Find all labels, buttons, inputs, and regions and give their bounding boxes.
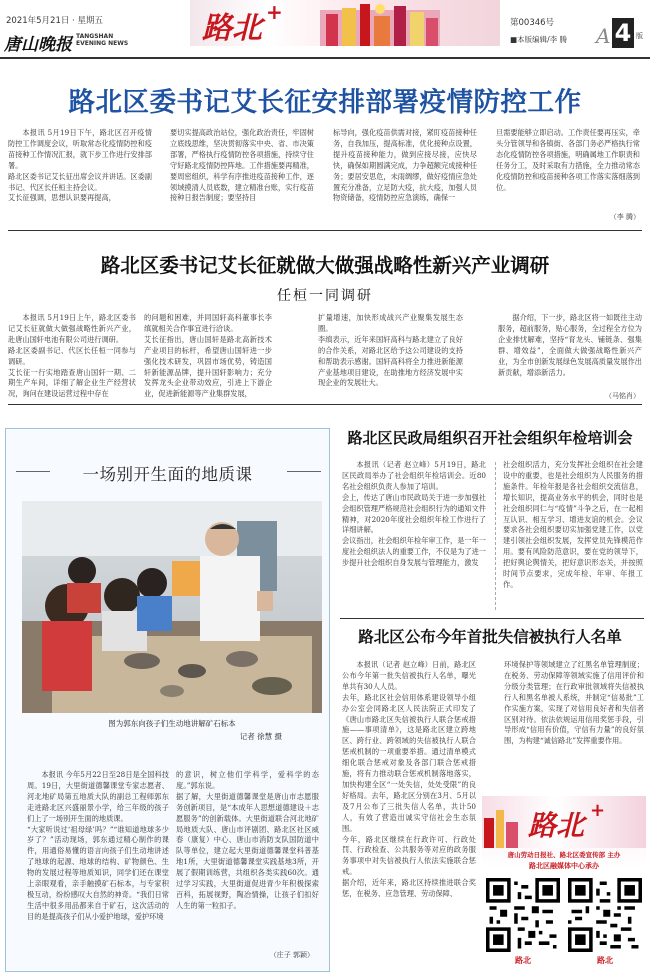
article1-divider xyxy=(8,230,642,231)
promo-logo: 路北 xyxy=(528,809,585,842)
article4-col1: 本报讯（记者 赵立峰）5月19日，路北区民政局举办了社会组织年检培训会。近80名社会组织负责人参加了培训。 会上，传达了唐山市民政局关于进一步加强社会组织管理严格规范社会组织行为的通知文件精神，对2020年度社会组织年检工作进行了详细讲解。 会议指出，社会组织年检年审工作，是一年一度社会组织法人的重要工作，不仅是为了进一步提升社会组织自身发展与管理能力，激发 xyxy=(342,460,486,568)
page-letter: A xyxy=(596,24,611,48)
promo-skyline-illustration xyxy=(482,806,522,848)
geology-class-photo xyxy=(22,501,322,713)
article1-col2: 要切实提高政治站位，强化政治责任，牢固树立底线思维，坚决贯彻落实中央、省、市决策部署，严格执行疫情防控各项措施，持续守住守好路北疫情防控阵地。工作措施要再精准，要周密组织，科学有序推进疫苗接种工作，逐领域摸清人员底数，建立精准台账，实行疫苗接种日报告制度；要坚持目 xyxy=(170,128,314,203)
article2-col2: 的问题和困难，并同国轩高科董事长李缜就相关合作事宜进行洽谈。 艾长征指出，唐山国轩是路北高新技术产业项目的标杆，希望唐山国轩进一步强化技术研发，巩固市场优势，铸造国轩新能源品牌，提升国轩影响力；充分发挥龙头企业带动效应，引进上下游企业，促进新能源等产业集群发展， xyxy=(144,313,272,399)
masthead-divider xyxy=(0,57,650,59)
article1-headline: 路北区委书记艾长征安排部署疫情防控工作 xyxy=(68,87,582,118)
article5-headline: 路北区公布今年首批失信被执行人名单 xyxy=(358,628,622,646)
article1-col1: 本报讯 5月19日下午，路北区召开疫情防控工作调度会议，听取常态化疫情防控和疫苗接种工作情况汇报，就下步工作进行安排部署。 路北区委书记艾长征出席会议并讲话。区委副书记、代区长任桓主持会议。 艾长征强调，思想认识要再提高， xyxy=(8,128,152,203)
column-logo-plus: + xyxy=(266,0,283,24)
article1-signature: （李 腾） xyxy=(609,213,640,221)
article3-col2: 的意识，树立他们学科学，爱科学的态度。”郭东说。 据了解，大里街道德馨课堂是唐山市志愿服务创新项目，是“本成年人思想道德建设＋志愿服务”的创新载体。大里街道联合河北地矿局地质大队、唐山市评剧团、路北区社区威春（康复）中心、唐山市消防支队国防道中队等单位，建立起大里街道德馨课堂科普基地1所，大里街道德馨课堂实践基地3所，开展了假期训练营，共组织各类实践60次。通过学习实践，大里街道促进青少年积极探索百科，拓展视野，陶冶情操，让孩子们扣好人生的第一粒扣子。 xyxy=(176,770,319,910)
article2-col4: 据介绍，下一步，路北区将一如既往主动服务，超前服务，贴心服务，全过程全方位为企业排忧解难，坚持“育龙头、铺链条、强集群、增效益”，全面做大做强战略性新兴产业，为全市创新发展绿色发展高质量发展作出新贡献，增添新活力。 xyxy=(498,313,642,377)
paper-name-cn: 唐山晚报 xyxy=(4,35,72,55)
article4-col2: 社会组织活力，充分发挥社会组织在社会建设中的重要，也是社会组织为人民服务的措施条件。年检年报是各社会组织交流信息，增长知识，提高业务水平的机会，同时也是社会组织同仁与“疫情”斗争之后，在一起相互认识、相互学习、增进友谊的机会。会议要求各社会组织要切实加强党建工作，以党建引领社会组织发展，发挥党员先锋模范作用。要有风险防范意识，要在党的领导下，把好舆论舆情关，把好意识形态关，并按照时间节点要求，完成年检、年审、年报工作。 xyxy=(503,460,643,589)
article3-headline-rule-right xyxy=(287,471,321,472)
promo-organizer-line: 路北区融媒体中心承办 xyxy=(529,862,599,870)
article5-col2: 环境保护等领域建立了红黑名单管理制度；在税务、劳动保障等领域实施了信用评价和分级分类管理；在行政审批领域将失信被执行人和黑名单被人系统，并制定“信易批”工作实施方案，实现了对信用良好者和失信者区别对待。依法依规运用信用奖惩手段，引导形成“信用有价值，守信有力量”的良好氛围，为构建“诚信路北”发挥重要作用。 xyxy=(504,660,644,746)
masthead xyxy=(0,0,650,60)
date-label: 2021年5月21日 · 星期五 xyxy=(6,16,103,26)
article3-headline: 一场别开生面的地质课 xyxy=(82,465,253,484)
article4-column-rule xyxy=(495,462,496,610)
promo-ad xyxy=(482,796,646,974)
qr-label-left: 路北 xyxy=(515,956,531,965)
promo-ad-banner xyxy=(482,796,646,848)
column-logo: 路北 xyxy=(202,11,262,46)
paper-name-en: TANGSHAN EVENING NEWS xyxy=(76,33,129,47)
article2-col1: 本报讯 5月19日上午，路北区委书记艾长征就做大做强战略性新兴产业，赴唐山国轩电池有限公司进行调研。 路北区委副书记、代区长任桓一同参与调研。 艾长征一行实地踏查唐山国轩一期、二期生产车间，详细了解企业生产经营状况，询问在建设运营过程中存在 xyxy=(8,313,136,399)
qr-label-right: 路北 xyxy=(597,956,613,965)
article1-col4: 旦需要能够立即启动。工作责任要再压实，牵头分管领导和各镇街、各部门务必严格执行常态化疫情防控各项措施，明确属地工作职责和任务分工，及时采取有力措施，全力推动常态化疫情防控和疫苗接种各项工作落实落细落到位。 xyxy=(496,128,640,192)
article3-signature: （庄子 郭颖） xyxy=(269,951,314,959)
article5-col1: 本报讯（记者 赵立峰）日前，路北区公布今年第一批失信被执行人名单，曝光单共有30人人员。 去年，路北区社会信用体系建设领导小组办公室会同路北区人民法院正式印发了《唐山市路北区失信被执行人联合惩戒措施——事项清单》，这是路北区建立跨地区、跨行业、跨领域的失信被执行人联合惩戒机制的一项重要举措。通过清单模式细化联合惩戒对象及各部门联合惩戒措施，将有力推动联合惩戒机制落地落实，加快构建全区“一处失信，处处受限”的良好格局。去年，路北区分别在3月、5月以及7月公布了三批失信人名单，共计50人，有效了营造出诚实守信社会生态氛围。 今年，路北区继续在行政许可、行政处罚、行政检查、公共服务等对应的政务服务事项中对失信被执行人依法实施联合惩戒。 据介绍，近年来，路北区持续推进联合奖惩，在税务、应急管理、劳动保障、 xyxy=(342,660,476,899)
article3-col1: 本报讯 今年5月22日至28日是全国科技周。19日，大里街道德馨课堂专家志愿者、河北地矿局第五地质大队的副总工程师郭东走进路北区兴盛丽景小学，给三年级的孩子们上了一场别开生面的地质课。 “大家听说过‘祖母绿’吗？”“谁知道地球多少岁了？”活动现场，郭东通过精心制作的课件，用通俗易懂的语言向孩子们生动地讲述了地球的起源、地球的结构、矿物颜色、生物的发展过程等地质知识，同学们还在课堂上亲眼观看，亲手触摸矿石标本，与专家积极互动，纷纷感叹大自然的神奇。“我们日常生活中很多用品都来自于矿石，这次活动的目的是提高孩子们从小爱护地球，爱护环境 xyxy=(27,770,169,921)
article2-signature: （马铭肖） xyxy=(605,392,640,400)
column-banner xyxy=(190,0,500,46)
article1-col3: 标导向，强化疫苗供需对接，紧盯疫苗接种任务，自我加压，提高标准，优化接种点设置，提升疫苗接种能力，做到应接尽接，应快尽快，确保如期圆满完成，力争超额完成接种任务；要居安思危，未雨绸缪，做好疫情应急处置充分准备，立足防大疫，抗大疫，加强人员物资储备，疫情防控应急演练，确保一 xyxy=(333,128,477,203)
qr-code-right[interactable] xyxy=(568,878,642,952)
article2-divider xyxy=(8,404,642,405)
article4-headline: 路北区民政局组织召开社会组织年检培训会 xyxy=(347,429,633,447)
promo-logo-plus: + xyxy=(590,800,606,821)
article2-col3: 扩量增速，加快形成战兴产业聚集发展生态圈。 李缜表示，近年来国轩高科与路北建立了良好的合作关系，对路北区给予这公司建设的支持和帮助表示感谢。国轩高科将全力推进新能源产业基地项目建设，在助推地方经济发展中实现企业的发展壮大。 xyxy=(318,313,463,388)
page-number: 4 xyxy=(614,19,632,47)
article3-headline-rule-left xyxy=(16,471,50,472)
article2-headline: 路北区委书记艾长征就做大做强战略性新兴产业调研 xyxy=(100,254,550,277)
promo-sponsor-line: 唐山劳动日报社、路北区委宣传部 主办 xyxy=(507,851,621,859)
qr-code-left[interactable] xyxy=(486,878,560,952)
page-suffix: 版 xyxy=(636,32,643,40)
article4-divider xyxy=(340,618,644,619)
city-skyline-illustration xyxy=(320,0,440,46)
page-number-badge xyxy=(612,18,634,48)
issue-number: 第00346号 xyxy=(510,18,555,28)
photo-caption: 图为郭东向孩子们生动地讲解矿石标本 xyxy=(108,719,236,728)
page-editor: ■本版编辑/李 腾 xyxy=(510,35,567,44)
article2-subheadline: 任桓一同调研 xyxy=(277,288,373,304)
photo-credit: 记者 徐慧 摄 xyxy=(239,732,282,741)
